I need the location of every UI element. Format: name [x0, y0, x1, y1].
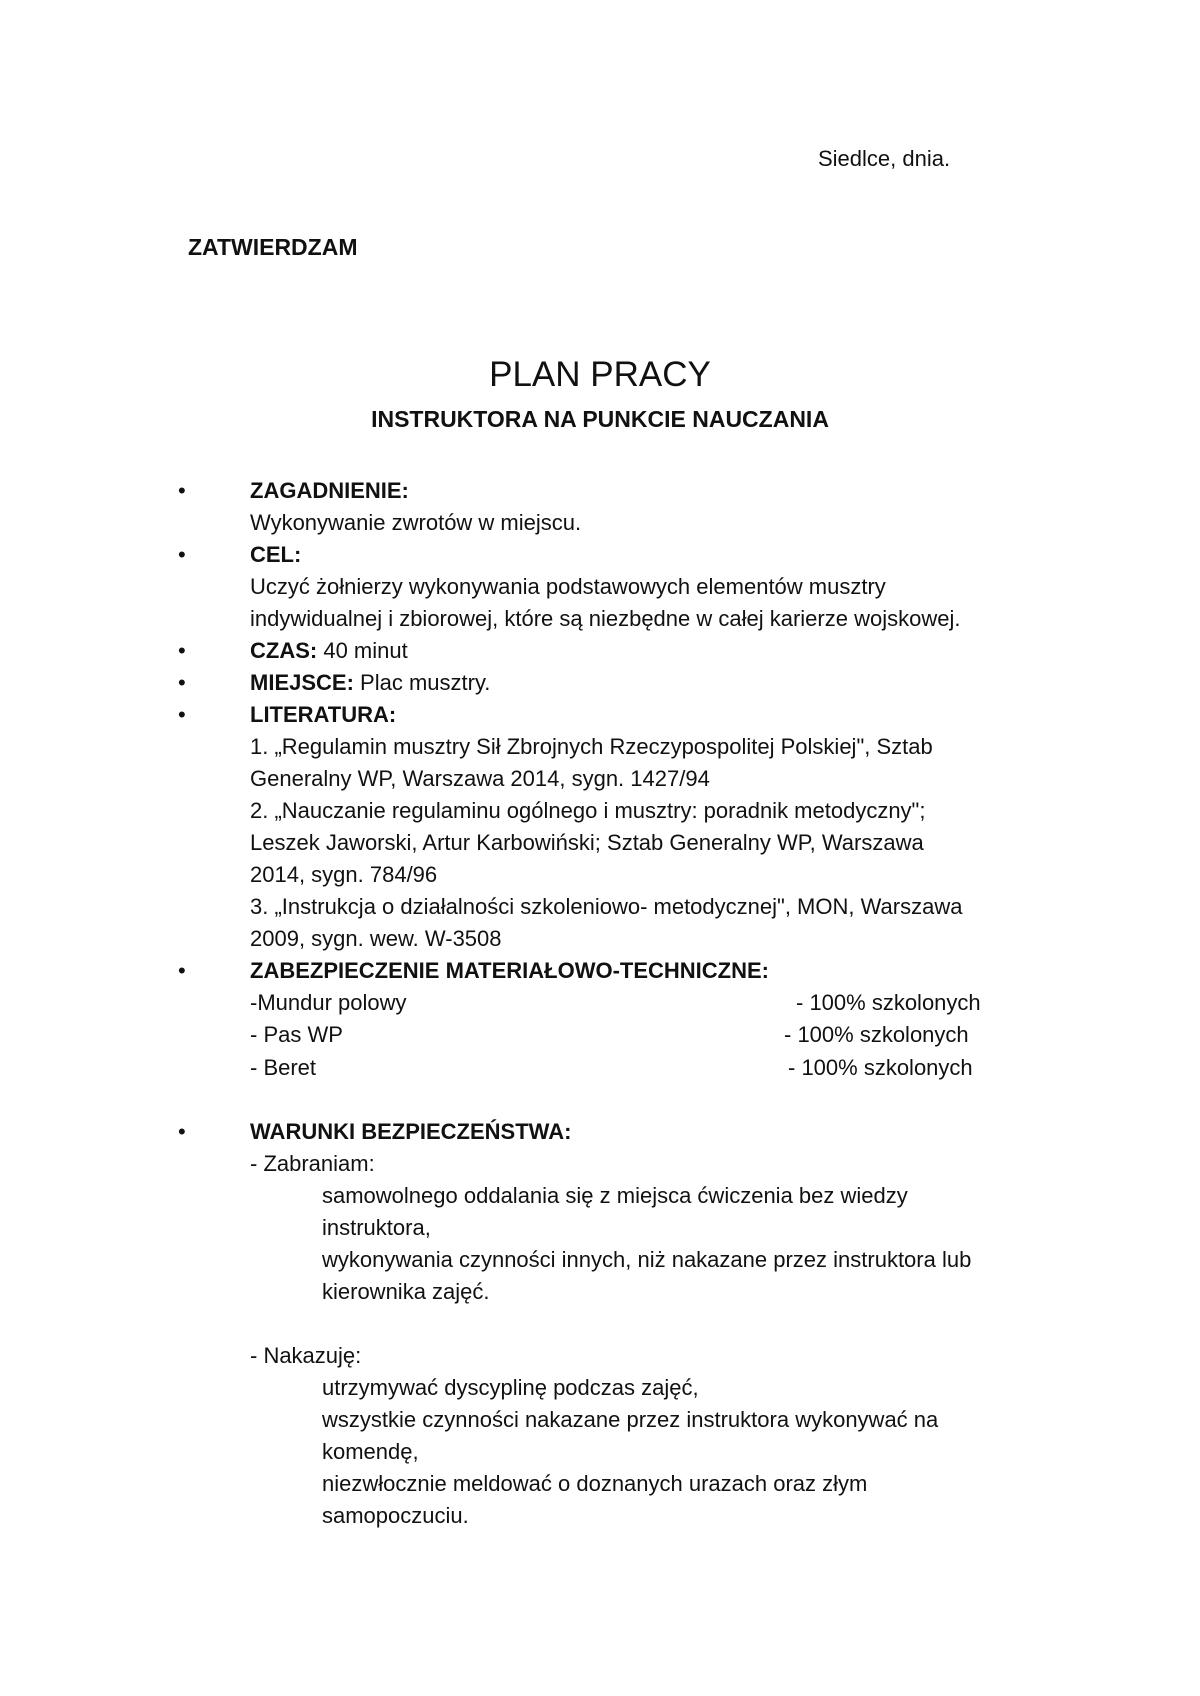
- equipment-label: ZABEZPIECZENIE MATERIAŁOWO-TECHNICZNE:: [250, 958, 770, 983]
- time-label: CZAS:: [250, 638, 318, 663]
- place-row: [250, 667, 490, 699]
- order-line: wszystkie czynności nakazane przez instruktora wykonywać na: [322, 1407, 939, 1432]
- place-value: Plac musztry.: [353, 670, 491, 695]
- time-row: [250, 635, 408, 667]
- goal-label: CEL:: [250, 542, 302, 567]
- goal-line: Uczyć żołnierzy wykonywania podstawowych elementów musztry: [250, 574, 886, 599]
- bullet-icon: •: [178, 478, 186, 503]
- literature-line: 3. „Instrukcja o działalności szkoleniowo- metodycznej", MON, Warszawa: [250, 894, 963, 919]
- equipment-item-name: - Beret: [250, 1055, 317, 1080]
- equipment-item-amount: - 100% szkolonych: [788, 1055, 973, 1080]
- literature-line: 2014, sygn. 784/96: [250, 862, 438, 887]
- equipment-item-amount: - 100% szkolonych: [784, 1022, 969, 1047]
- document-subtitle: INSTRUKTORA NA PUNKCIE NAUCZANIA: [371, 406, 829, 432]
- bullet-icon: •: [178, 1119, 186, 1144]
- literature-line: Generalny WP, Warszawa 2014, sygn. 1427/94: [250, 766, 710, 791]
- time-value: 40 minut: [317, 638, 408, 663]
- literature-line: 1. „Regulamin musztry Sił Zbrojnych Rzeczypospolitej Polskiej", Sztab: [250, 734, 933, 759]
- place-date: Siedlce, dnia.: [818, 146, 951, 171]
- forbid-label: - Zabraniam:: [250, 1151, 375, 1176]
- literature-line: 2009, sygn. wew. W-3508: [250, 926, 502, 951]
- order-line: komendę,: [322, 1439, 419, 1464]
- literature-label: LITERATURA:: [250, 702, 397, 727]
- literature-line: Leszek Jaworski, Artur Karbowiński; Sztab Generalny WP, Warszawa: [250, 830, 924, 855]
- bullet-icon: •: [178, 702, 186, 727]
- order-line: niezwłocznie meldować o doznanych urazach oraz złym: [322, 1471, 868, 1496]
- bullet-icon: •: [178, 958, 186, 983]
- goal-line: indywidualnej i zbiorowej, które są niezbędne w całej karierze wojskowej.: [250, 606, 961, 631]
- topic-value: Wykonywanie zwrotów w miejscu.: [250, 510, 582, 535]
- bullet-icon: •: [178, 638, 186, 663]
- literature-line: 2. „Nauczanie regulaminu ogólnego i musztry: poradnik metodyczny";: [250, 798, 926, 823]
- bullet-icon: •: [178, 542, 186, 567]
- document-title: PLAN PRACY: [489, 355, 711, 394]
- forbid-line: samowolnego oddalania się z miejsca ćwiczenia bez wiedzy: [322, 1183, 908, 1208]
- equipment-item-name: - Pas WP: [250, 1022, 343, 1047]
- forbid-line: wykonywania czynności innych, niż nakazane przez instruktora lub: [322, 1247, 972, 1272]
- place-label: MIEJSCE:: [250, 670, 354, 695]
- topic-label: ZAGADNIENIE:: [250, 478, 409, 503]
- safety-label: WARUNKI BEZPIECZEŃSTWA:: [250, 1119, 572, 1144]
- order-line: samopoczuciu.: [322, 1503, 469, 1528]
- approval-heading: ZATWIERDZAM: [188, 234, 358, 260]
- equipment-item-name: -Mundur polowy: [250, 990, 407, 1015]
- forbid-line: instruktora,: [322, 1215, 431, 1240]
- forbid-line: kierownika zajęć.: [322, 1279, 490, 1304]
- order-line: utrzymywać dyscyplinę podczas zajęć,: [322, 1375, 699, 1400]
- bullet-icon: •: [178, 670, 186, 695]
- order-label: - Nakazuję:: [250, 1343, 362, 1368]
- equipment-item-amount: - 100% szkolonych: [796, 990, 981, 1015]
